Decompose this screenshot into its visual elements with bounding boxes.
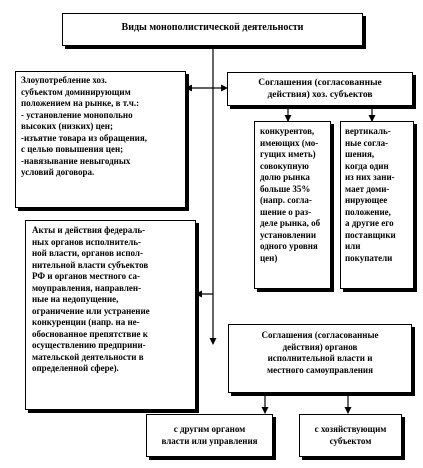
with-entity-box: с хозяйствующим субъектом (299, 414, 402, 457)
with-authority-box: с другим органом власти или управления (146, 414, 273, 457)
vertical-agreements-box: вертикаль- ные согла- шения, когда один из них зани- мает доми- нирующее положение, а другие его поставщики или покупатели (340, 121, 414, 289)
top-box: Виды монополистической деятельности (62, 13, 363, 46)
gov-agreements-box: Соглашения (согласованные действия) органов исполнительной власти и местного самоуправления (228, 324, 412, 393)
acts-box: Акты и действия федераль- ных органов исполнитель- ной власти, органов испол- нительной власти субъектов РФ и органов местного са- моуправления, направлен- ные на недопущение, ограничение или устранение конкуренции (напр. на не- обоснованное препятствие к осуществлению предприни- мательской деятельности в определенной сфере). (25, 220, 196, 410)
competitors-box: конкурентов, имеющих (мо- гущих иметь) совокупную долю рынка больше 35% (напр. согла- шение о раз- деле рынка, об установлении одного уровня цен) (254, 121, 331, 289)
abuse-box: Злоупотребление хоз. субъектом доминирующим положением на рынке, в т.ч.: - установление монопольно высоких (низких) цен; -изъятие товара из обращения, с целью повышения цен; -навязывание невыгодных условий договора. (15, 71, 186, 208)
agreements-box: Соглашения (согласованные действия) хоз. субъектов (227, 72, 413, 106)
